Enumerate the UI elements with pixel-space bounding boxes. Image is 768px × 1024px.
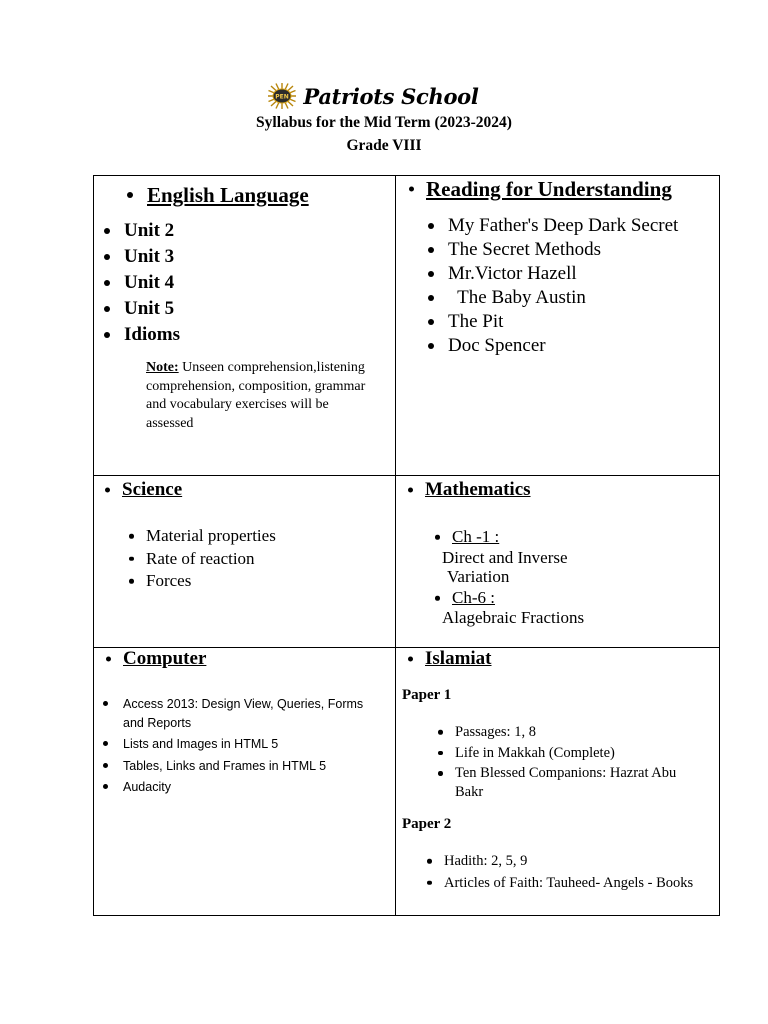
list-item: Doc Spencer [448,334,678,358]
list-item: Unit 2 [124,218,180,244]
science-list [146,525,276,593]
islamiat-cell [396,648,720,916]
grade-label: Grade VIII [346,137,422,154]
islamiat-heading: Islamiat [425,648,492,669]
list-item: Articles of Faith: Tauheed- Angels - Books [444,874,714,893]
school-title [0,82,768,110]
english-note [146,359,376,433]
mathematics-cell [396,476,720,648]
english-cell [94,176,396,476]
paper1-label: Paper 1 [402,687,452,703]
list-item: The Pit [448,310,678,334]
science-heading: Science [122,479,183,500]
school-name: Patriots School [303,83,479,109]
paper1-list [455,723,705,801]
logo-text: PEN [275,93,290,101]
list-item: Lists and Images in HTML 5 [123,735,373,754]
list-item: Audacity [123,778,373,797]
paper2-list [444,852,714,892]
list-item: Rate of reaction [146,548,276,571]
list-item: Material properties [146,525,276,548]
list-item: Hadith: 2, 5, 9 [444,852,714,871]
list-item: Access 2013: Design View, Queries, Forms and Reports [123,695,373,732]
list-item: My Father's Deep Dark Secret [448,215,679,236]
note-label: Note: [146,360,179,375]
english-heading: English Language [147,183,309,207]
english-unit-list [124,218,180,348]
science-cell [94,476,396,648]
math-ch1-line2: Variation [447,567,510,586]
math-ch1-line1: Direct and Inverse [442,548,568,567]
list-item: The Secret Methods [448,238,678,262]
mathematics-heading: Mathematics [425,479,531,500]
list-item: Unit 5 [124,296,180,322]
syllabus-table [93,175,720,916]
math-ch6-line1: Alagebraic Fractions [442,608,585,627]
list-item: Ten Blessed Companions: Hazrat Abu Bakr [455,764,705,801]
school-logo-icon [265,82,299,110]
list-item: Mr.Victor Hazell [448,262,678,286]
reading-cell [396,176,720,476]
reading-list [448,214,678,358]
list-item: Idioms [124,322,180,348]
math-ch1-label: Ch -1 : [452,526,499,549]
computer-cell [94,648,396,916]
note-text: Unseen comprehension,listening comprehension, composition, grammar and vocabulary exercises will be assessed [146,360,366,431]
list-item: Passages: 1, 8 [455,723,705,742]
document-title: Syllabus for the Mid Term (2023-2024) [256,114,512,131]
computer-heading: Computer [123,648,207,669]
computer-list [123,695,373,797]
list-item: Tables, Links and Frames in HTML 5 [123,757,373,776]
paper2-label: Paper 2 [402,816,452,832]
list-item: The Baby Austin [448,286,678,310]
document-header [0,82,768,156]
list-item: Unit 3 [124,244,180,270]
math-ch6-label: Ch-6 : [452,587,495,610]
list-item: Life in Makkah (Complete) [455,744,705,763]
list-item: Unit 4 [124,270,180,296]
list-item: Forces [146,570,276,593]
reading-heading: Reading for Understanding [426,177,672,201]
